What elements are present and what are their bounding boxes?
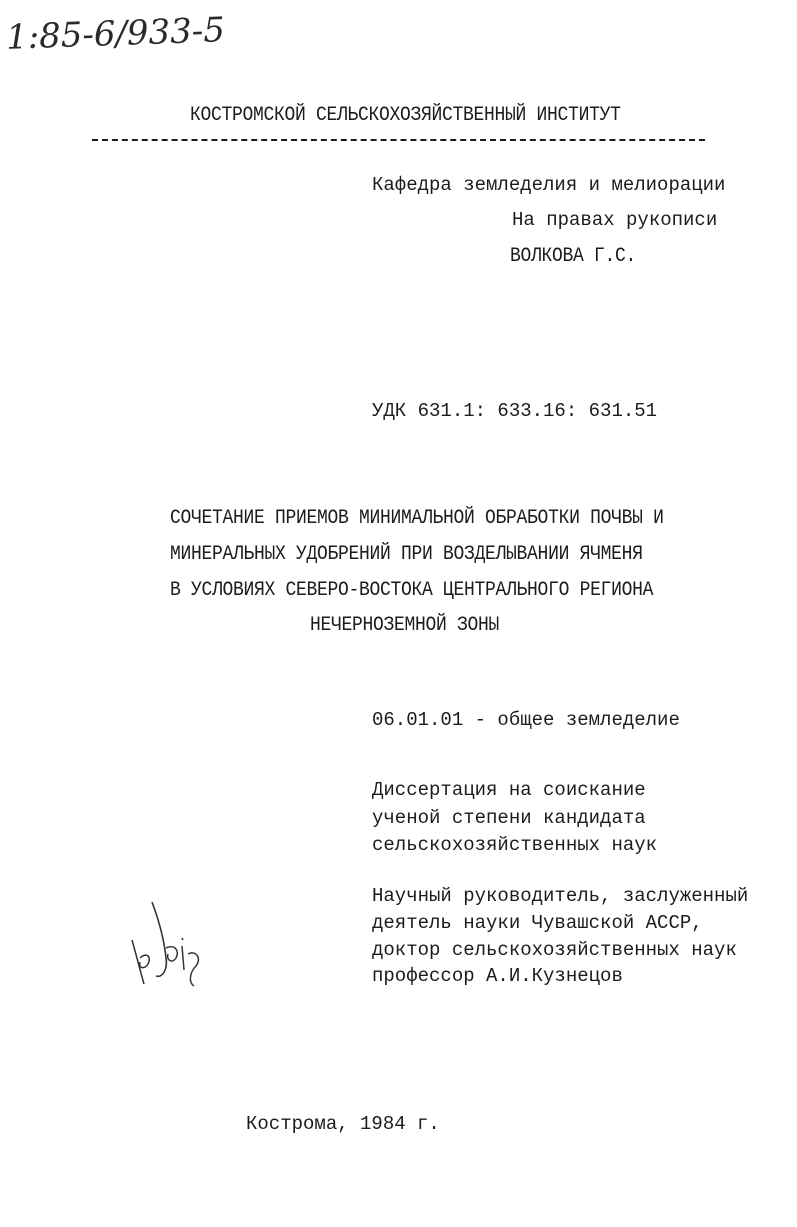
specialty-code: 06.01.01 - общее земледелие [372,709,680,731]
dissertation-line: ученой степени кандидата [372,807,646,829]
department-line: Кафедра земледелия и мелиорации [372,174,726,196]
dissertation-line: Диссертация на соискание [372,779,646,801]
supervisor-line: профессор А.И.Кузнецов [372,965,623,987]
title-line: МИНЕРАЛЬНЫХ УДОБРЕНИЙ ПРИ ВОЗДЕЛЫВАНИИ ЯЧМЕНЯ [170,543,643,566]
author-name: ВОЛКОВА Г.С. [510,245,637,268]
title-line: В УСЛОВИЯХ СЕВЕРО-ВОСТОКА ЦЕНТРАЛЬНОГО РЕГИОНА [170,579,654,602]
dissertation-line: сельскохозяйственных наук [372,834,658,856]
header-divider [92,139,705,143]
udc-code: УДК 631.1: 633.16: 631.51 [372,400,658,422]
handwritten-signature [122,898,212,998]
place-and-year: Кострома, 1984 г. [246,1113,440,1135]
title-line: НЕЧЕРНОЗЕМНОЙ ЗОНЫ [310,614,500,637]
supervisor-line: Научный руководитель, заслуженный [372,885,749,907]
archive-handwritten-note: 1:85-6/933-5 [5,10,226,58]
institute-name: КОСТРОМСКОЙ СЕЛЬСКОХОЗЯЙСТВЕННЫЙ ИНСТИТУТ [190,104,621,127]
title-line: СОЧЕТАНИЕ ПРИЕМОВ МИНИМАЛЬНОЙ ОБРАБОТКИ ПОЧВЫ И [170,507,664,530]
supervisor-line: доктор сельскохозяйственных наук [372,939,737,961]
supervisor-line: деятель науки Чувашской АССР, [372,912,703,934]
manuscript-rights-line: На правах рукописи [512,209,718,231]
